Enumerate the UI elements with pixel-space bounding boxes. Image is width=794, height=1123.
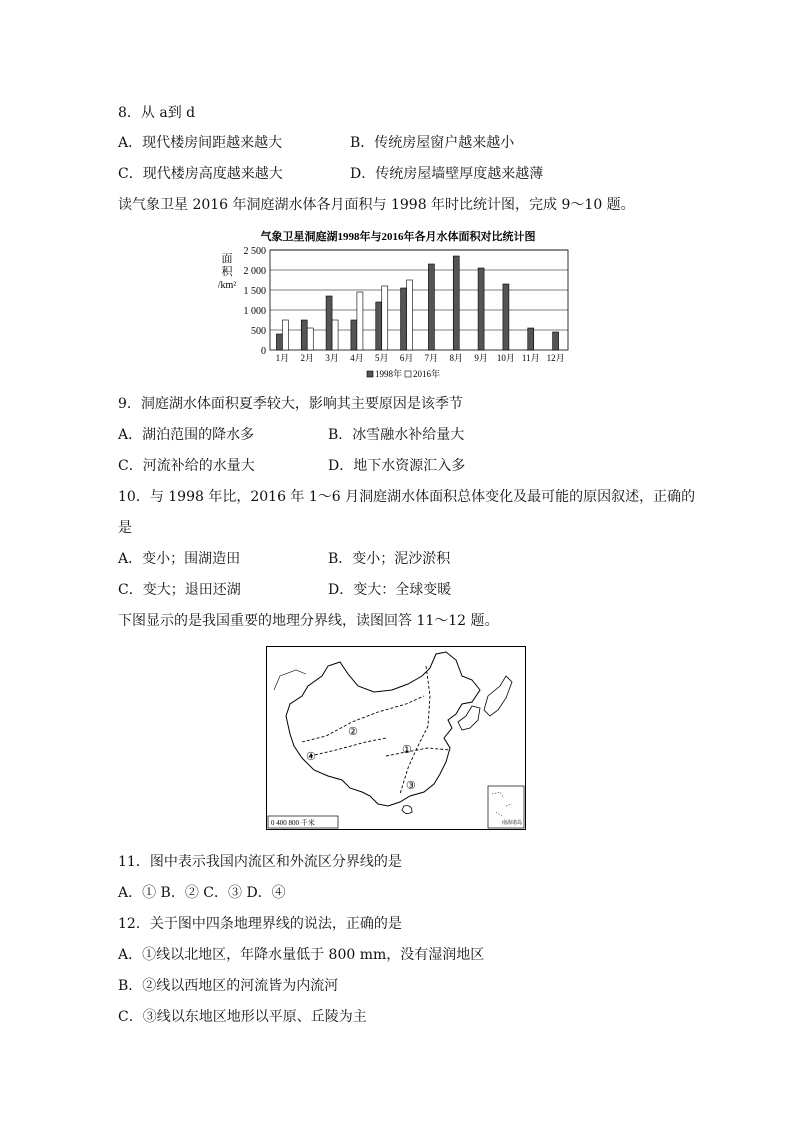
marker-4: ④ <box>306 751 316 763</box>
q12-option-b: B．②线以西地区的河流皆为内流河 <box>118 978 339 994</box>
q10-stem-line1: 10．与 1998 年比，2016 年 1～6 月洞庭湖水体面积总体变化及最可能的原因叙述，正确的 <box>118 489 696 505</box>
q8-option-c: C．现代楼房高度越来越大 <box>118 166 283 182</box>
q8-stem: 8．从 a到 d <box>118 105 196 121</box>
q10-option-d: D．变大：全球变暖 <box>328 582 452 598</box>
chart-ytick-label: 500 <box>251 326 266 337</box>
chart-yunit: /km² <box>217 280 237 291</box>
chart-xtick-label: 3月 <box>325 353 339 363</box>
marker-3: ③ <box>406 780 416 792</box>
chart-xtick-label: 6月 <box>399 353 414 363</box>
q12-option-c: C．③线以东地区地形以平原、丘陵为主 <box>118 1009 367 1025</box>
chart-xtick-label: 4月 <box>350 353 364 363</box>
legend-swatch-2016 <box>405 371 411 377</box>
bar-1998年-4月 <box>351 320 357 350</box>
bar-2016年-5月 <box>382 286 388 350</box>
chart-title: 气象卫星洞庭湖1998年与2016年各月水体面积对比统计图 <box>260 231 536 243</box>
map-intro: 下图显示的是我国重要的地理分界线，读图回答 11～12 题。 <box>118 613 499 629</box>
bar-2016年-3月 <box>332 320 338 350</box>
chart-ytick-label: 1 000 <box>243 306 266 317</box>
q9-option-a: A．湖泊范围的降水多 <box>118 427 255 443</box>
q9-option-c: C．河流补给的水量大 <box>118 458 255 474</box>
chart-xtick-label: 10月 <box>496 353 515 363</box>
bar-1998年-11月 <box>528 328 534 350</box>
bar-1998年-7月 <box>428 264 434 350</box>
q9-option-b: B．冰雪融水补给量大 <box>328 427 465 443</box>
bar-1998年-12月 <box>553 332 559 350</box>
chart-xtick-label: 7月 <box>424 353 439 363</box>
bar-1998年-10月 <box>503 284 509 350</box>
marker-2: ② <box>348 726 358 738</box>
scale-label: 0 400 800 千米 <box>271 819 315 827</box>
bar-2016年-4月 <box>357 292 363 350</box>
q8-option-b: B．传统房屋窗户越来越小 <box>350 135 515 151</box>
bar-1998年-1月 <box>276 334 282 350</box>
chart-xtick-label: 8月 <box>449 353 464 363</box>
chart-ylabel-2: 积 <box>221 266 233 278</box>
bar-2016年-6月 <box>407 280 413 350</box>
chart-ytick-label: 2 500 <box>243 246 266 257</box>
bar-1998年-3月 <box>326 296 332 350</box>
bar-1998年-9月 <box>478 268 484 350</box>
bar-1998年-6月 <box>401 288 407 350</box>
bar-2016年-1月 <box>282 320 288 350</box>
marker-1: ① <box>402 744 412 756</box>
q11-options: A．① B．② C．③ D．④ <box>118 885 286 901</box>
bar-1998年-2月 <box>301 320 307 350</box>
q9-stem: 9．洞庭湖水体面积夏季较大，影响其主要原因是该季节 <box>118 396 463 412</box>
q10-option-b: B．变小；泥沙淤积 <box>328 551 451 567</box>
chart-ytick-label: 0 <box>261 346 266 357</box>
inset-label: 南海诸岛 <box>501 821 523 826</box>
q8-option-d: D．传统房屋墙壁厚度越来越薄 <box>350 166 544 182</box>
chart-xtick-label: 1月 <box>275 353 290 363</box>
chart-xtick-label: 12月 <box>546 353 565 363</box>
q12-stem: 12．关于图中四条地理界线的说法，正确的是 <box>118 916 402 932</box>
q10-option-a: A．变小；围湖造田 <box>118 551 241 567</box>
chart-xtick-label: 2月 <box>300 353 315 363</box>
water-area-bar-chart <box>212 228 584 382</box>
q10-option-c: C．变大；退田还湖 <box>118 582 241 598</box>
china-boundary-map <box>266 646 526 830</box>
legend-swatch-1998 <box>367 371 373 377</box>
q11-stem: 11．图中表示我国内流区和外流区分界线的是 <box>118 854 402 870</box>
bar-1998年-5月 <box>376 302 382 350</box>
q8-option-a: A．现代楼房间距越来越大 <box>118 135 283 151</box>
chart-ytick-label: 2 000 <box>243 266 266 277</box>
legend-label-2016: 2016年 <box>413 369 441 379</box>
chart-xtick-label: 9月 <box>474 353 488 363</box>
chart-intro: 读气象卫星 2016 年洞庭湖水体各月面积与 1998 年时比统计图，完成 9～10 题。 <box>118 197 635 213</box>
bar-2016年-2月 <box>307 328 313 350</box>
q12-option-a: A．①线以北地区，年降水量低于 800 mm，没有湿润地区 <box>118 947 485 963</box>
chart-ytick-label: 1 500 <box>243 286 266 297</box>
bar-1998年-8月 <box>453 256 459 350</box>
q10-stem-line2: 是 <box>118 520 132 536</box>
chart-ylabel-1: 面 <box>221 253 233 265</box>
chart-xtick-label: 11月 <box>521 353 540 363</box>
chart-plot-frame <box>270 250 568 350</box>
legend-label-1998: 1998年 <box>375 369 403 379</box>
q9-option-d: D．地下水资源汇入多 <box>328 458 466 474</box>
chart-xtick-label: 5月 <box>374 353 389 363</box>
